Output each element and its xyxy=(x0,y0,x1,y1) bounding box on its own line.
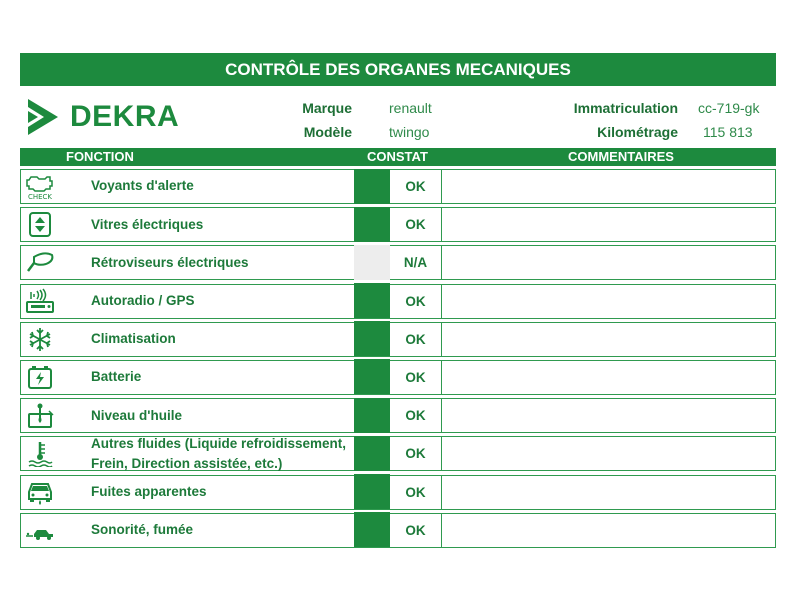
row-constat: OK xyxy=(390,437,442,470)
immatriculation-value: cc-719-gk xyxy=(698,100,760,116)
header-fonction: FONCTION xyxy=(66,149,134,164)
status-marker xyxy=(354,398,390,433)
table-row xyxy=(20,207,776,242)
check-icon-text: CHECK xyxy=(27,193,53,200)
row-comment xyxy=(443,170,775,203)
status-marker xyxy=(354,207,390,242)
table-row xyxy=(20,322,776,357)
exhaust-smoke-icon xyxy=(24,517,56,544)
table-row xyxy=(20,436,776,471)
row-fonction: Sonorité, fumée xyxy=(91,522,194,538)
table-row xyxy=(20,360,776,395)
row-fonction: Voyants d'alerte xyxy=(91,178,194,194)
row-fonction: Rétroviseurs électriques xyxy=(91,254,249,270)
status-marker xyxy=(354,512,390,547)
row-comment xyxy=(443,361,775,394)
row-constat: OK xyxy=(390,170,442,203)
row-constat: N/A xyxy=(390,246,442,279)
row-constat: OK xyxy=(390,285,442,318)
row-constat: OK xyxy=(390,208,442,241)
marque-value: renault xyxy=(389,100,432,116)
oil-level-icon xyxy=(24,402,56,429)
row-comment xyxy=(443,285,775,318)
dekra-logo-icon xyxy=(26,97,60,137)
table-row xyxy=(20,284,776,319)
dekra-logo-text: DEKRA xyxy=(70,100,180,133)
table-row xyxy=(20,513,776,548)
status-marker xyxy=(354,436,390,471)
kilometrage-label: Kilométrage xyxy=(597,124,678,140)
table-row xyxy=(20,169,776,204)
header-commentaires: COMMENTAIRES xyxy=(568,149,674,164)
row-fonction: Fuites apparentes xyxy=(91,483,207,499)
row-constat: OK xyxy=(390,514,442,547)
marque-label: Marque xyxy=(302,100,352,116)
row-constat: OK xyxy=(390,476,442,509)
snowflake-icon xyxy=(24,326,56,353)
row-constat: OK xyxy=(390,399,442,432)
row-constat: OK xyxy=(390,323,442,356)
row-constat: OK xyxy=(390,361,442,394)
car-leak-icon xyxy=(24,479,56,506)
row-comment xyxy=(443,437,775,470)
inspection-table xyxy=(20,169,776,551)
row-fonction: Autoradio / GPS xyxy=(91,292,195,308)
row-comment xyxy=(443,514,775,547)
coolant-temperature-icon xyxy=(24,440,56,467)
row-comment xyxy=(443,399,775,432)
modele-value: twingo xyxy=(389,124,430,140)
row-comment xyxy=(443,323,775,356)
row-fonction: Niveau d'huile xyxy=(91,407,182,423)
status-marker xyxy=(354,474,390,509)
row-comment xyxy=(443,208,775,241)
status-marker xyxy=(354,283,390,318)
dekra-logo xyxy=(26,97,179,137)
row-comment xyxy=(443,476,775,509)
table-row xyxy=(20,245,776,280)
status-marker xyxy=(354,245,390,280)
row-fonction: Vitres électriques xyxy=(91,216,204,232)
status-marker xyxy=(354,359,390,394)
table-row xyxy=(20,398,776,433)
page-title: CONTRÔLE DES ORGANES MECANIQUES xyxy=(20,53,776,86)
row-fonction: Batterie xyxy=(91,369,142,385)
kilometrage-value: 115 813 xyxy=(703,124,753,140)
battery-icon xyxy=(24,364,56,391)
immatriculation-label: Immatriculation xyxy=(573,100,678,116)
modele-label: Modèle xyxy=(303,124,352,140)
status-marker xyxy=(354,169,390,204)
warning-light-icon xyxy=(24,173,56,200)
row-fonction: Climatisation xyxy=(91,331,176,347)
power-window-icon xyxy=(24,211,56,238)
row-comment xyxy=(443,246,775,279)
status-marker xyxy=(354,321,390,356)
row-fonction: Autres fluides (Liquide refroidissement, Frein, Direction assistée, etc.) xyxy=(91,435,347,471)
table-row xyxy=(20,475,776,510)
header-constat: CONSTAT xyxy=(367,149,428,164)
car-radio-icon xyxy=(24,288,56,315)
side-mirror-icon xyxy=(24,249,56,276)
table-header xyxy=(20,148,776,166)
